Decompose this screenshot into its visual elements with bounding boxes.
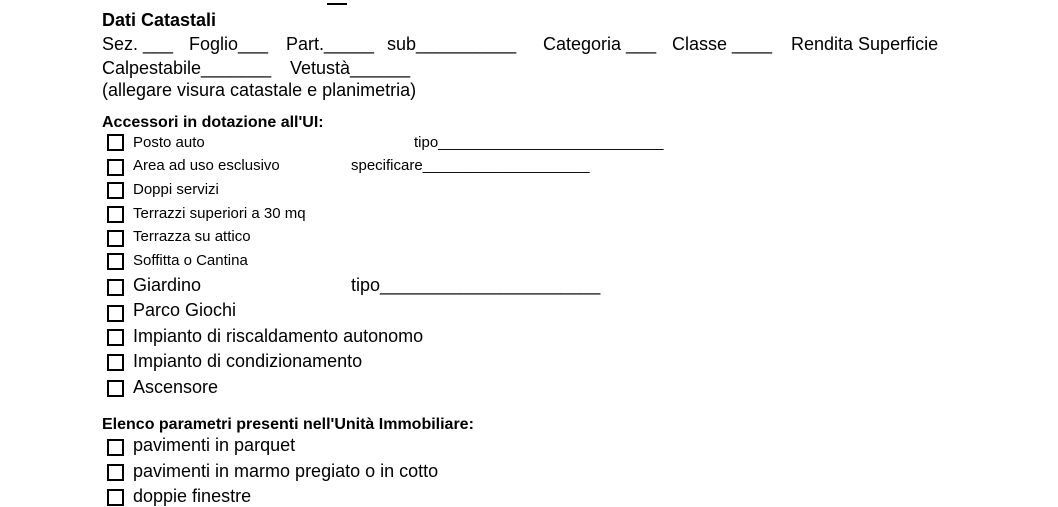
giardino-checkbox[interactable] (107, 279, 124, 296)
parquet-checkbox[interactable] (107, 439, 124, 456)
part-field: Part._____ (286, 34, 375, 54)
list-item-label: Soffitta o Cantina (133, 252, 248, 269)
terrazza-attico-checkbox[interactable] (107, 230, 124, 247)
vetusta-field: Vetustà______ (290, 58, 411, 78)
terrazzi-checkbox[interactable] (107, 206, 124, 223)
top-underline-fragment (327, 0, 347, 5)
accessori-heading: Accessori in dotazione all'UI: (102, 114, 324, 131)
sez-field: Sez. ___ (102, 34, 174, 54)
sub-field: sub__________ (387, 34, 517, 54)
list-item-label: pavimenti in marmo pregiato o in cotto (133, 461, 439, 481)
soffitta-checkbox[interactable] (107, 253, 124, 270)
parametri-heading: Elenco parametri presenti nell'Unità Immobiliare: (102, 416, 474, 433)
list-item-label: Impianto di condizionamento (133, 351, 363, 371)
list-item-label: Doppi servizi (133, 181, 219, 198)
calpestabile-field: Calpestabile_______ (102, 58, 272, 78)
parco-giochi-checkbox[interactable] (107, 305, 124, 322)
list-item-label: Terrazza su attico (133, 228, 251, 245)
marmo-checkbox[interactable] (107, 464, 124, 481)
catasto-heading: Dati Catastali (102, 10, 217, 30)
list-item-label: Giardino (133, 275, 202, 295)
doppi-servizi-checkbox[interactable] (107, 182, 124, 199)
tipo-field: tipo______________________ (351, 275, 601, 295)
list-item-label: Parco Giochi (133, 300, 237, 320)
catasto-note: (allegare visura catastale e planimetria) (102, 80, 417, 100)
condizionamento-checkbox[interactable] (107, 354, 124, 371)
list-item-label: Area ad uso esclusivo (133, 157, 280, 174)
categoria-field: Categoria ___ (543, 34, 657, 54)
doppie-finestre-checkbox[interactable] (107, 489, 124, 506)
ascensore-checkbox[interactable] (107, 380, 124, 397)
list-item-label: Impianto di riscaldamento autonomo (133, 326, 424, 346)
rendita-field: Rendita Superficie (791, 34, 939, 54)
classe-field: Classe ____ (672, 34, 773, 54)
riscaldamento-checkbox[interactable] (107, 329, 124, 346)
list-item-label: Ascensore (133, 377, 219, 397)
specificare-field: specificare____________________ (351, 157, 590, 174)
list-item-label: Terrazzi superiori a 30 mq (133, 205, 306, 222)
list-item-label: doppie finestre (133, 486, 252, 506)
foglio-field: Foglio___ (189, 34, 269, 54)
list-item-label: Posto auto (133, 134, 205, 151)
posto-auto-checkbox[interactable] (107, 134, 124, 151)
area-esclusivo-checkbox[interactable] (107, 159, 124, 176)
list-item-label: pavimenti in parquet (133, 435, 296, 455)
tipo-field: tipo___________________________ (414, 134, 664, 151)
